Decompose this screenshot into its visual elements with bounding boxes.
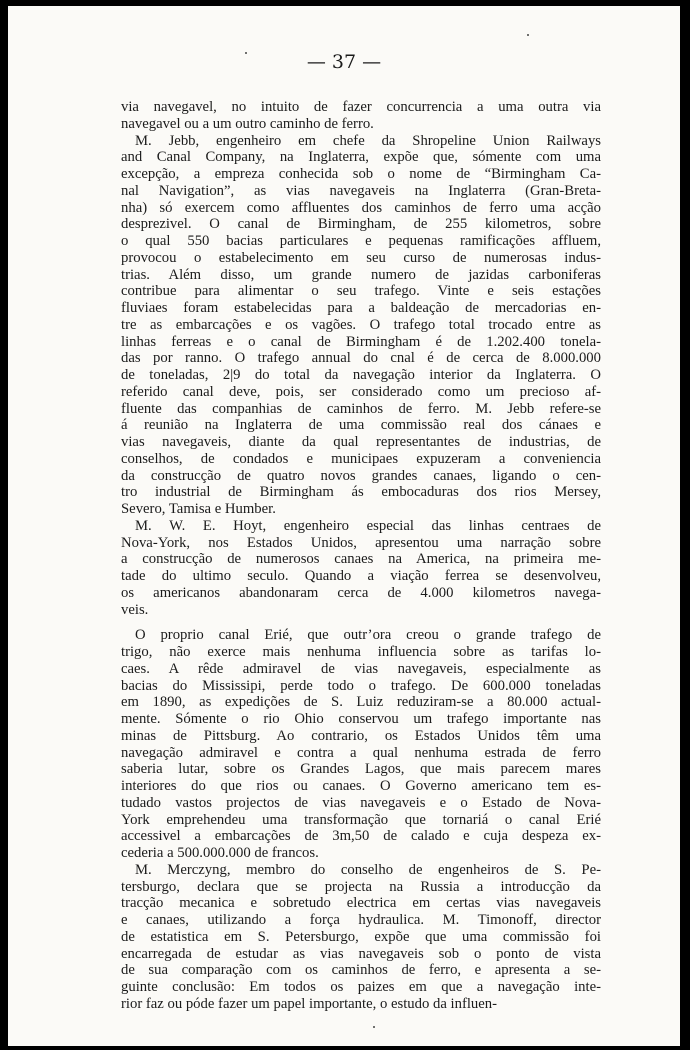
text-line: de toneladas, 2|9 do total da navegação interior da Inglaterra. O [121,367,601,383]
text-line: tre as embarcações e os vagões. O trafego total trocado entre as [121,316,601,333]
text-line: á reunião na Inglaterra de uma commissão real dos cánaes e [121,417,601,434]
text-line: o qual 550 bacias particulares e pequenas ramificações affluem, [121,233,601,249]
paragraph [121,99,601,133]
text-line: os americanos abandonaram cerca de 4.000 kilometros navega- [121,584,601,601]
text-line: de sua comparação com os caminhos de ferro, e apresenta a se- [121,962,601,979]
scan-speck [527,34,529,36]
text-line: tudado vastos projectos de vias navegaveis e o Estado de Nova- [121,794,601,811]
text-line: navegação admiravel e contra a qual nenhuma estrada de ferro [121,744,601,761]
text-line: em 1890, as expedições de S. Luiz reduziram-se a 80.000 actual- [121,694,601,711]
text-line: mente. Sómente o rio Ohio conservou um trafego importante nas [121,711,601,727]
text-line: bacias do Mississipi, perde todo o trafego. De 600.000 toneladas [121,677,601,694]
text-line: M. Merczyng, membro do conselho de engenheiros de S. Pe- [135,861,601,878]
text-line: caes. A rêde admiravel de vias navegaveis, especialmente as [121,660,601,677]
text-line: referido canal deve, pois, ser considerado como um precioso af- [121,383,601,400]
text-line: minas de Pittsburg. Ao contrario, os Estados Unidos têm uma [121,727,601,744]
text-line: accessivel a embarcações de 3m,50 de calado e cuja despeza ex- [121,828,601,845]
text-line: O proprio canal Erié, que outr’ora creou o grande trafego de [135,627,601,644]
text-line: excepção, a empreza conhecida sob o nome de “Birmingham Ca- [121,166,601,182]
scan-speck [373,1026,375,1028]
text-line: York emprehendeu uma transformação que tornariá o canal Erié [121,811,601,828]
text-line: rior faz ou póde fazer um papel importante, o estudo da influen- [121,995,498,1012]
text-line: interiores do que rios ou canaes. O Governo americano tem es- [121,778,601,794]
page-number: — 37 — [306,51,382,73]
text-line: saberia lutar, sobre os Grandes Lagos, que mais parecem mares [121,761,601,778]
page-sheet [8,6,680,1046]
text-line: da construcção de quatro novos grandes canaes, ligando o cen- [121,467,601,484]
text-line: tro industrial de Birmingham ás embocaduras dos rios Mersey, [121,484,601,501]
text-line: nha) só exercem como affluentes dos caminhos de ferro uma acção [121,199,601,216]
text-line: guinte conclusão: Em todos os paizes em que a navegação inte- [121,979,601,995]
text-line: M. W. E. Hoyt, engenheiro especial das linhas centraes de [135,517,601,534]
body-text [121,99,601,1013]
text-line: tracção mecanica e sobretudo electrica em certas vias navegaveis [121,895,601,912]
text-line: a construcção de numerosos canaes na America, na primeira me- [121,551,601,568]
text-line: veis. [121,601,149,618]
text-line: navegavel ou a um outro caminho de ferro. [121,115,374,132]
text-line: Nova-York, nos Estados Unidos, apresentou uma narração sobre [121,534,601,551]
text-line: das por ranno. O trafego annual do cnal é de cerca de 8.000.000 [121,350,601,367]
text-line: fluente das companhias de caminhos de ferro. M. Jebb refere-se [121,400,601,417]
text-line: trigo, não exerce mais nenhuma influencia sobre as tarifas lo- [121,644,601,660]
text-line: contribue para alimentar o seu trafego. Vinte e seis estações [121,283,601,300]
text-line: M. Jebb, engenheiro em chefe da Shropeline Union Railways [135,132,601,149]
paragraph [121,862,601,1013]
scan-speck [245,52,247,54]
text-line: provocou o estabelecimento em seu curso de numerosas indus- [121,249,601,266]
text-line: desprezivel. O canal de Birmingham, de 255 kilometros, sobre [121,216,601,233]
text-line: and Canal Company, na Inglaterra, expõe que, sómente com uma [121,149,601,166]
text-line: cederia a 500.000.000 de francos. [121,845,319,861]
text-line: encarregada de estudar as vias navegaveis sob o ponto de vista [121,945,601,962]
text-line: linhas ferreas e o canal de Birmingham é de 1.202.400 tonela- [121,333,601,350]
paragraph-gap [121,618,601,627]
text-line: vias navegaveis, diante da qual representantes de industrias, de [121,434,601,450]
text-line: fluviaes foram estabelecidas para a baldeação de mercadorias en- [121,300,601,316]
text-line: nal Navigation”, as vias navegaveis na Inglaterra (Gran-Breta- [121,182,601,199]
paragraph [121,133,601,518]
paragraph [121,518,601,619]
text-line: conselhos, de condados e municipaes expuzeram a conveniencia [121,450,601,467]
text-line: tade do ultimo seculo. Quando a viação ferrea se desenvolveu, [121,568,601,584]
text-line: via navegavel, no intuito de fazer concurrencia a uma outra via [121,99,601,115]
paragraph [121,627,601,862]
text-line: tersburgo, declara que se projecta na Russia a introducção da [121,878,601,895]
text-line: trias. Além disso, um grande numero de jazidas carboniferas [121,266,601,283]
text-line: de estatistica em S. Petersburgo, expõe que uma commissão foi [121,928,601,945]
text-line: Severo, Tamisa e Humber. [121,501,276,517]
text-line: e canaes, utilizando a força hydraulica. M. Timonoff, director [121,912,601,928]
